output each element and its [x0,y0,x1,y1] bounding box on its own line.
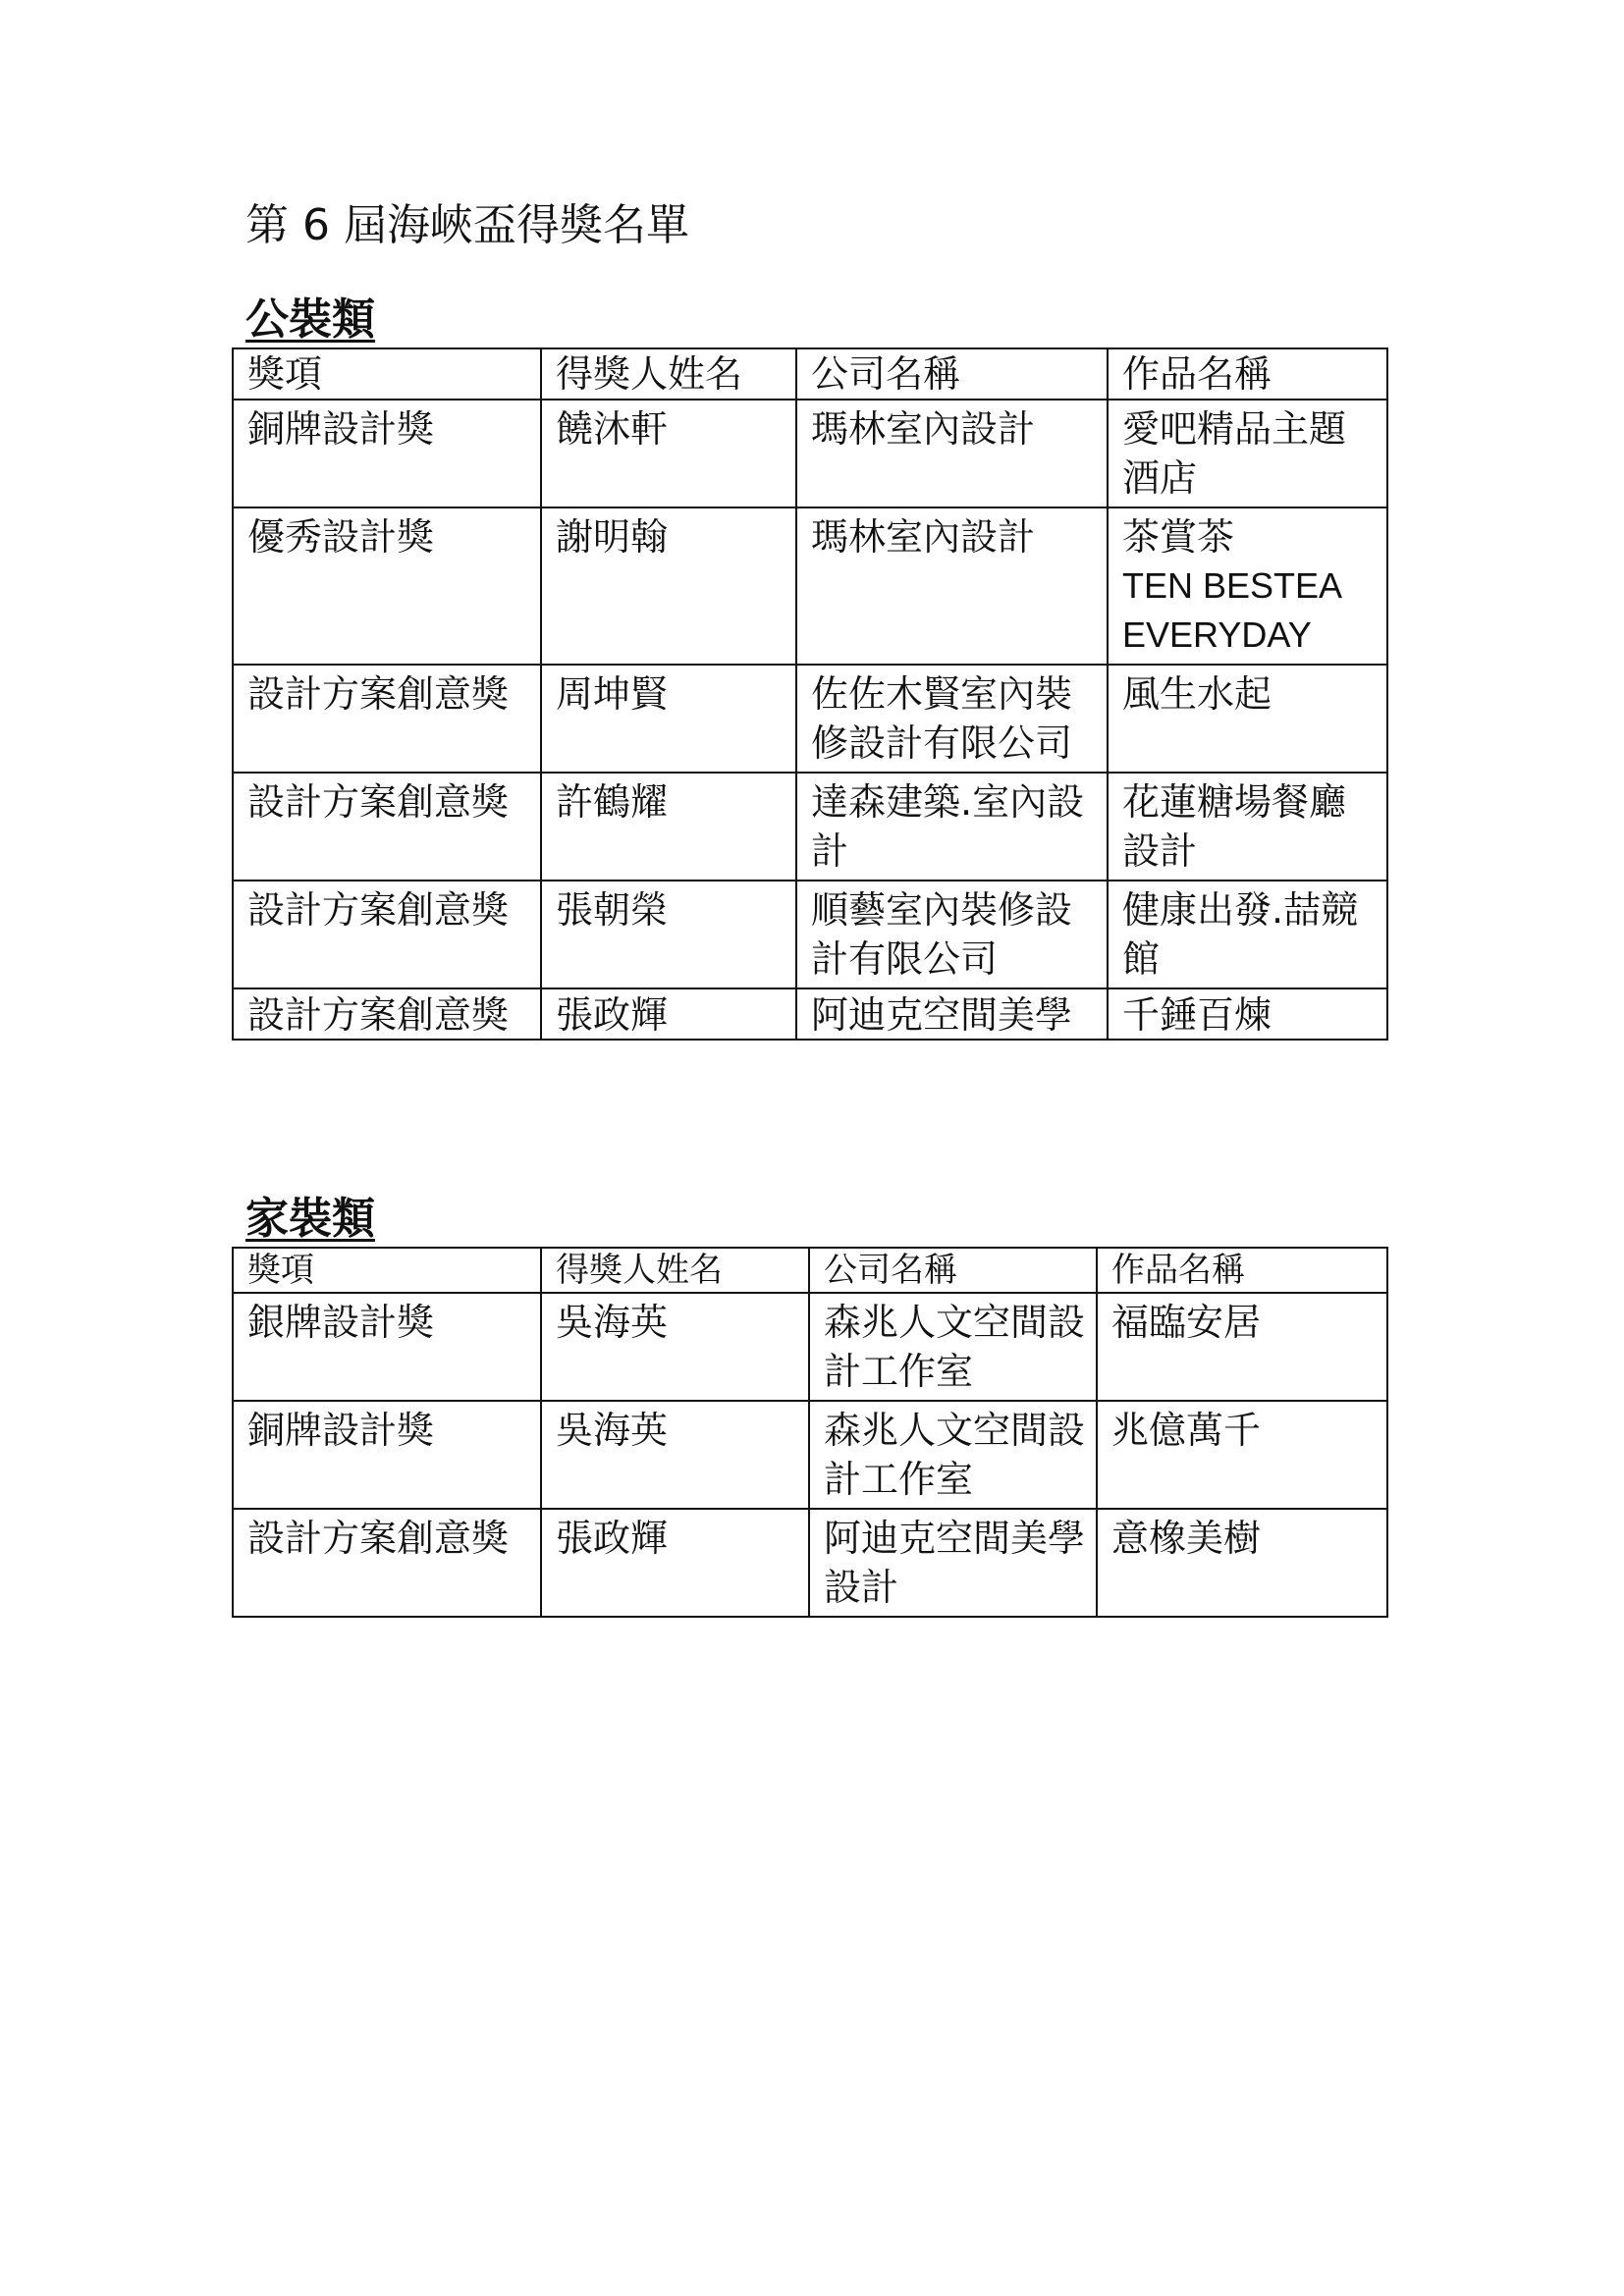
column-header-winner: 得獎人姓名 [541,1248,809,1293]
work-cell: 健康出發.喆競館 [1108,881,1387,988]
table-row [233,1401,1387,1509]
winner-cell: 張政輝 [541,988,796,1040]
column-header-work: 作品名稱 [1097,1248,1387,1293]
winner-cell: 許鶴耀 [541,773,796,881]
work-cell: 意橡美樹 [1097,1509,1387,1617]
company-cell: 森兆人文空間設計工作室 [809,1401,1097,1509]
table-row [233,988,1387,1040]
home-awards-table [232,1247,1388,1618]
table-row [233,1293,1387,1401]
winner-cell: 張朝榮 [541,881,796,988]
table-row [233,665,1387,773]
column-header-award: 獎項 [233,1248,541,1293]
table-row [233,881,1387,988]
company-cell: 阿迪克空間美學設計 [809,1509,1097,1617]
award-cell: 銅牌設計獎 [233,400,541,507]
work-cell: 福臨安居 [1097,1293,1387,1401]
winner-cell: 周坤賢 [541,665,796,773]
column-header-work: 作品名稱 [1108,348,1387,400]
work-cell: 花蓮糖場餐廳設計 [1108,773,1387,881]
award-cell: 設計方案創意獎 [233,1509,541,1617]
winner-cell: 謝明翰 [541,507,796,665]
work-cell [1108,507,1387,665]
work-title-english-line2: EVERYDAY [1122,614,1312,655]
work-title-english-line1: TEN BESTEA [1122,565,1343,606]
award-cell: 銀牌設計獎 [233,1293,541,1401]
work-cell: 愛吧精品主題酒店 [1108,400,1387,507]
award-cell: 優秀設計獎 [233,507,541,665]
company-cell: 順藝室內裝修設計有限公司 [796,881,1108,988]
work-cell: 兆億萬千 [1097,1401,1387,1509]
winner-cell: 饒沐軒 [541,400,796,507]
winner-cell: 張政輝 [541,1509,809,1617]
column-header-award: 獎項 [233,348,541,400]
column-header-company: 公司名稱 [796,348,1108,400]
company-cell: 佐佐木賢室內裝修設計有限公司 [796,665,1108,773]
company-cell: 阿迪克空間美學 [796,988,1108,1040]
document-title: 第 6 屆海峽盃得獎名單 [245,200,689,250]
winner-cell: 吳海英 [541,1293,809,1401]
public-awards-table [232,347,1388,1041]
company-cell: 達森建築.室內設計 [796,773,1108,881]
award-cell: 銅牌設計獎 [233,1401,541,1509]
table-row [233,507,1387,665]
company-cell: 瑪林室內設計 [796,507,1108,665]
work-cell: 風生水起 [1108,665,1387,773]
column-header-winner: 得獎人姓名 [541,348,796,400]
award-cell: 設計方案創意獎 [233,665,541,773]
award-cell: 設計方案創意獎 [233,773,541,881]
table-header-row [233,348,1387,400]
section-heading-public: 公裝類 [245,294,375,345]
table-row [233,1509,1387,1617]
winner-cell: 吳海英 [541,1401,809,1509]
column-header-company: 公司名稱 [809,1248,1097,1293]
company-cell: 森兆人文空間設計工作室 [809,1293,1097,1401]
table-row [233,400,1387,507]
company-cell: 瑪林室內設計 [796,400,1108,507]
award-cell: 設計方案創意獎 [233,988,541,1040]
work-cell: 千錘百煉 [1108,988,1387,1040]
work-title-chinese: 茶賞茶 [1122,515,1235,559]
table-header-row [233,1248,1387,1293]
section-heading-home: 家裝類 [245,1194,375,1244]
award-cell: 設計方案創意獎 [233,881,541,988]
table-row [233,773,1387,881]
